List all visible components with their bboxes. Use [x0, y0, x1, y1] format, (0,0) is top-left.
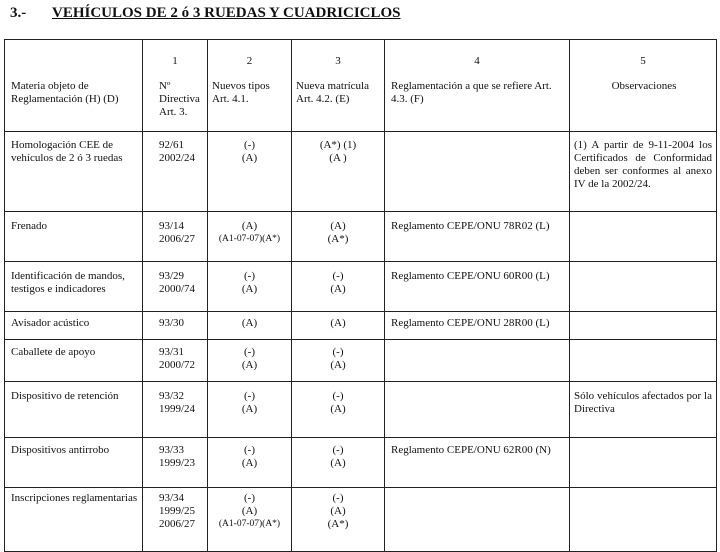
column-number-2: 2	[208, 40, 292, 78]
directive-number: 92/61	[159, 139, 185, 151]
directive-number: 2006/27	[159, 518, 196, 530]
observations-cell	[570, 438, 717, 488]
observations-cell	[570, 212, 717, 262]
new-registration-value: (-)	[332, 492, 344, 504]
new-types-cell	[208, 212, 292, 262]
new-registration-cell	[292, 340, 385, 382]
directive-number: 93/34	[159, 492, 185, 504]
header-observations: Observaciones	[570, 77, 717, 132]
directive-cell	[143, 212, 208, 262]
new-registration-value: (-)	[332, 444, 344, 456]
directive-number: 93/30	[159, 317, 185, 329]
directive-cell	[143, 438, 208, 488]
regulation-cell: Reglamento CEPE/ONU 60R00 (L)	[385, 262, 570, 312]
regulation-cell	[385, 382, 570, 438]
new-registration-value: (A*) (1)	[319, 139, 357, 151]
new-registration-value: (-)	[332, 270, 344, 282]
subject-cell: Avisador acústico	[5, 312, 143, 340]
table-body	[5, 132, 717, 552]
new-registration-value: (A)	[330, 359, 346, 371]
new-types-value: (A)	[241, 403, 258, 415]
header-new-registration: Nueva matrícula Art. 4.2. (E)	[292, 77, 385, 132]
new-registration-cell	[292, 312, 385, 340]
section-title: VEHÍCULOS DE 2 ó 3 RUEDAS Y CUADRICICLOS	[52, 5, 401, 21]
new-types-cell	[208, 438, 292, 488]
header-directive: Nº Directiva Art. 3.	[143, 77, 208, 132]
regulation-cell: Reglamento CEPE/ONU 28R00 (L)	[385, 312, 570, 340]
observations-cell	[570, 312, 717, 340]
directive-number: 93/32	[159, 390, 185, 402]
new-types-value: (A)	[241, 220, 258, 232]
directive-number: 93/33	[159, 444, 185, 456]
new-registration-value: (A*)	[327, 518, 349, 530]
new-registration-value: (A)	[330, 283, 346, 295]
new-types-value: (-)	[244, 270, 255, 282]
header-subject: Materia objeto de Reglamentación (H) (D)	[5, 77, 143, 132]
directive-number: 2000/74	[159, 283, 196, 295]
new-types-value: (A1-07-07)(A*)	[218, 519, 281, 529]
new-registration-value: (-)	[332, 346, 344, 358]
new-types-cell	[208, 382, 292, 438]
subject-cell: Caballete de apoyo	[5, 340, 143, 382]
subject-cell: Dispositivo de retención	[5, 382, 143, 438]
directive-number: 1999/25	[159, 505, 196, 517]
column-number-3: 3	[292, 40, 385, 78]
regulation-cell: Reglamento CEPE/ONU 78R02 (L)	[385, 212, 570, 262]
directive-number: 93/31	[159, 346, 185, 358]
new-types-value: (-)	[244, 492, 255, 504]
new-registration-value: (A*)	[327, 233, 349, 245]
new-types-value: (A)	[241, 152, 258, 164]
new-types-value: (A)	[241, 283, 258, 295]
new-registration-value: (A)	[330, 457, 346, 469]
directive-cell	[143, 382, 208, 438]
column-number-0	[5, 40, 143, 78]
table-row	[5, 132, 717, 212]
observations-cell: Sólo vehículos afectados por la Directiva	[570, 382, 717, 438]
new-types-value: (A)	[241, 505, 258, 517]
table-row	[5, 212, 717, 262]
subject-cell: Identificación de mandos, testigos e indicadores	[5, 262, 143, 312]
directive-number: 2000/72	[159, 359, 196, 371]
directive-number: 2002/24	[159, 152, 196, 164]
observations-cell	[570, 340, 717, 382]
subject-cell: Inscripciones reglamentarias	[5, 488, 143, 552]
directive-cell	[143, 262, 208, 312]
observations-cell	[570, 262, 717, 312]
table-row	[5, 262, 717, 312]
section-number: 3.-	[10, 5, 27, 21]
subject-cell: Frenado	[5, 212, 143, 262]
new-types-cell	[208, 132, 292, 212]
header-regulation: Reglamentación a que se refiere Art. 4.3. (F)	[385, 77, 570, 132]
directive-number: 93/14	[159, 220, 185, 232]
column-number-row	[5, 40, 717, 78]
directive-cell	[143, 340, 208, 382]
table-row	[5, 382, 717, 438]
header-new-types: Nuevos tipos Art. 4.1.	[208, 77, 292, 132]
table-row	[5, 438, 717, 488]
new-registration-value: (A)	[330, 317, 346, 329]
new-types-cell	[208, 312, 292, 340]
directive-number: 1999/23	[159, 457, 196, 469]
directive-number: 93/29	[159, 270, 185, 282]
new-registration-cell	[292, 438, 385, 488]
table-row	[5, 312, 717, 340]
subject-cell: Dispositivos antirrobo	[5, 438, 143, 488]
regulation-cell	[385, 132, 570, 212]
new-registration-cell	[292, 132, 385, 212]
column-number-5: 5	[570, 40, 717, 78]
column-number-1: 1	[143, 40, 208, 78]
new-registration-cell	[292, 212, 385, 262]
observations-cell: (1) A partir de 9-11-2004 los Certificados de Conformidad deben ser conformes al anexo IV de la 2002/24.	[570, 132, 717, 212]
new-registration-value: (A )	[329, 152, 347, 164]
new-types-value: (A)	[241, 457, 258, 469]
directive-cell	[143, 312, 208, 340]
new-types-value: (A1-07-07)(A*)	[218, 234, 281, 244]
table-row	[5, 340, 717, 382]
subject-cell: Homologación CEE de vehículos de 2 ó 3 ruedas	[5, 132, 143, 212]
new-registration-cell	[292, 262, 385, 312]
directive-number: 2006/27	[159, 233, 196, 245]
new-types-cell	[208, 262, 292, 312]
column-header-row	[5, 77, 717, 132]
new-types-value: (A)	[241, 359, 258, 371]
regulation-table	[4, 39, 717, 552]
new-types-value: (-)	[244, 346, 255, 358]
new-types-value: (-)	[244, 139, 255, 151]
new-types-value: (A)	[241, 317, 258, 329]
section-heading	[10, 5, 401, 22]
column-number-4: 4	[385, 40, 570, 78]
regulation-cell: Reglamento CEPE/ONU 62R00 (N)	[385, 438, 570, 488]
new-registration-value: (A)	[330, 220, 346, 232]
new-registration-cell	[292, 382, 385, 438]
new-registration-value: (A)	[330, 505, 346, 517]
new-registration-value: (A)	[330, 403, 346, 415]
new-types-value: (-)	[244, 444, 255, 456]
new-types-value: (-)	[244, 390, 255, 402]
new-registration-value: (-)	[332, 390, 344, 402]
directive-number: 1999/24	[159, 403, 196, 415]
regulation-cell	[385, 340, 570, 382]
directive-cell	[143, 132, 208, 212]
new-types-cell	[208, 340, 292, 382]
